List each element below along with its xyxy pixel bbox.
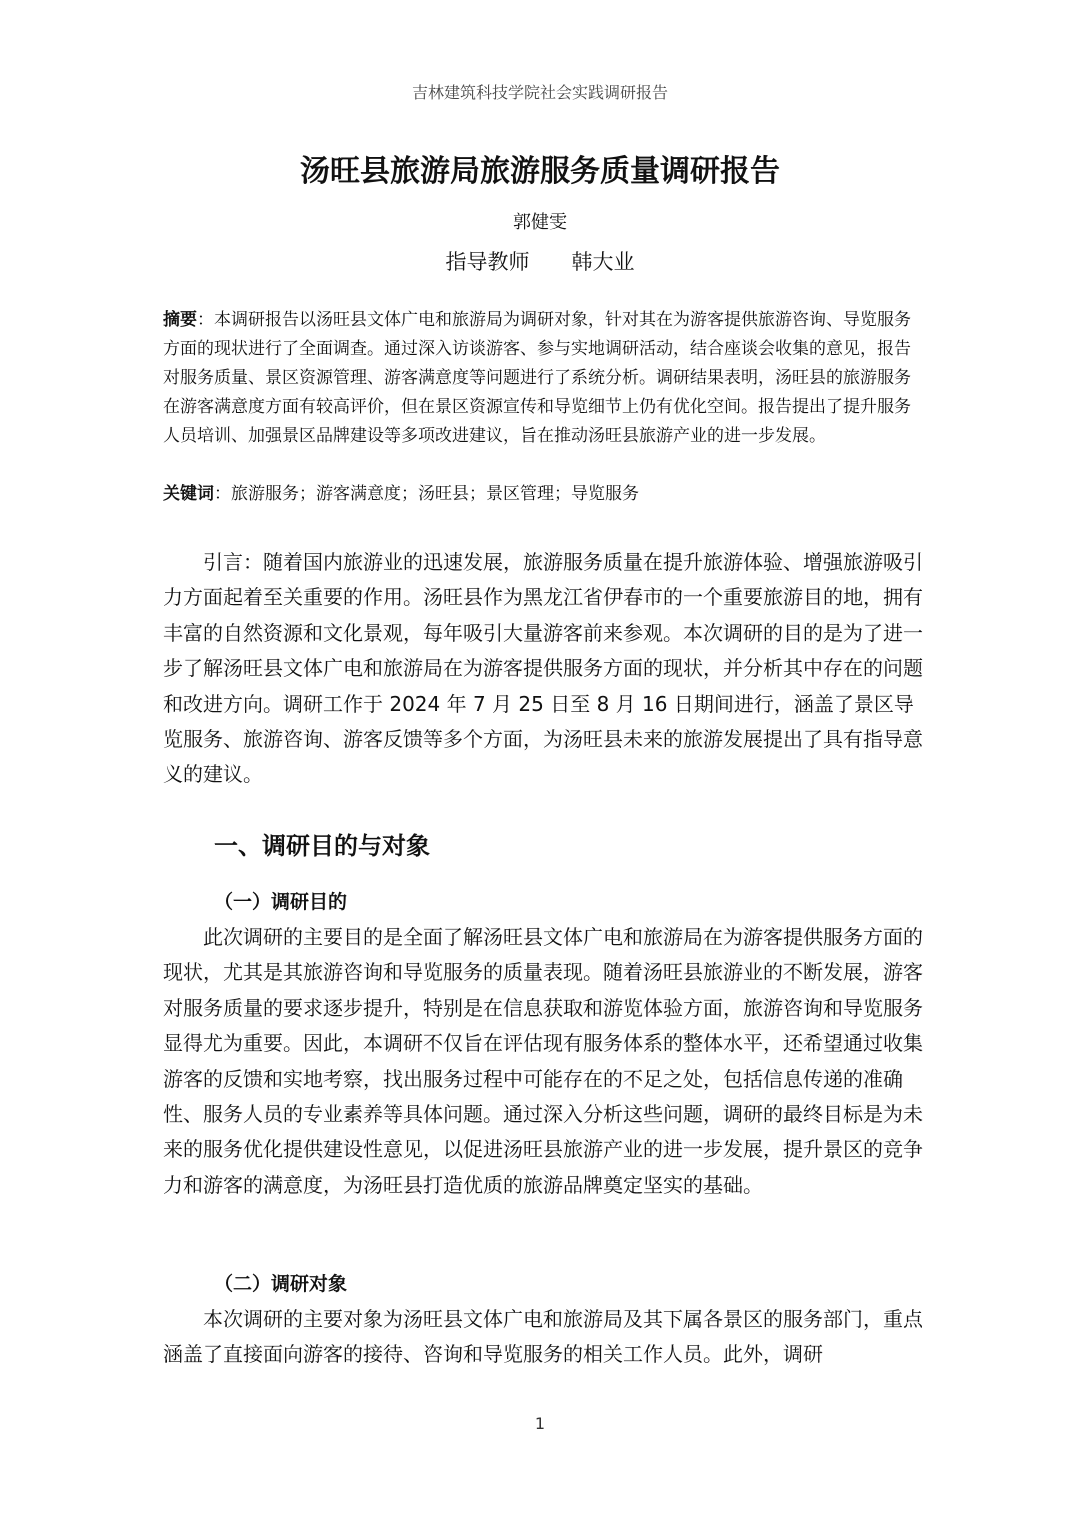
abstract-text: ：本调研报告以汤旺县文体广电和旅游局为调研对象，针对其在为游客提供旅游咨询、导览服务方面的现状进行了全面调查。通过深入访谈游客、参与实地调研活动，结合座谈会收集的意见，报告对服务质量、景区资源管理、游客满意度等问题进行了系统分析。调研结果表明，汤旺县的旅游服务在游客满意度方面有较高评价，但在景区资源宣传和导览细节上仍有优化空间。报告提出了提升服务人员培训、加强景区品牌建设等多项改进建议，旨在推动汤旺县旅游产业的进一步发展。 [163, 310, 911, 446]
advisor-name: 韩大业 [571, 250, 635, 274]
keywords [163, 480, 923, 509]
section-heading-1: 一、调研目的与对象 [214, 832, 430, 860]
abstract [163, 306, 923, 451]
running-header: 吉林建筑科技学院社会实践调研报告 [411, 83, 668, 102]
subsection-heading-objects: （二）调研对象 [214, 1273, 348, 1295]
advisor-label: 指导教师 [445, 250, 530, 274]
advisor-line [0, 246, 1080, 276]
abstract-label: 摘要 [163, 310, 197, 330]
page-number: 1 [534, 1414, 546, 1433]
author-name: 郭健雯 [513, 212, 567, 233]
keywords-label: 关键词 [163, 484, 214, 504]
subsection-heading-purpose: （一）调研目的 [214, 891, 348, 913]
objects-paragraph: 本次调研的主要对象为汤旺县文体广电和旅游局及其下属各景区的服务部门，重点涵盖了直接面向游客的接待、咨询和导览服务的相关工作人员。此外，调研 [163, 1307, 923, 1367]
keywords-text: ：旅游服务；游客满意度；汤旺县；景区管理；导览服务 [214, 484, 639, 504]
report-title: 汤旺县旅游局旅游服务质量调研报告 [300, 154, 780, 189]
purpose-paragraph: 此次调研的主要目的是全面了解汤旺县文体广电和旅游局在为游客提供服务方面的现状，尤其是其旅游咨询和导览服务的质量表现。随着汤旺县旅游业的不断发展，游客对服务质量的要求逐步提升，特别是在信息获取和游览体验方面，旅游咨询和导览服务显得尤为重要。因此，本调研不仅旨在评估现有服务体系的整体水平，还希望通过收集游客的反馈和实地考察，找出服务过程中可能存在的不足之处，包括信息传递的准确性、服务人员的专业素养等具体问题。通过深入分析这些问题，调研的最终目标是为未来的服务优化提供建设性意见，以促进汤旺县旅游产业的进一步发展，提升景区的竞争力和游客的满意度，为汤旺县打造优质的旅游品牌奠定坚实的基础。 [163, 925, 923, 1197]
intro-paragraph: 引言：随着国内旅游业的迅速发展，旅游服务质量在提升旅游体验、增强旅游吸引力方面起着至关重要的作用。汤旺县作为黑龙江省伊春市的一个重要旅游目的地，拥有丰富的自然资源和文化景观，每年吸引大量游客前来参观。本次调研的目的是为了进一步了解汤旺县文体广电和旅游局在为游客提供服务方面的现状，并分析其中存在的问题和改进方向。调研工作于 2024 年 7 月 25 日至 8 月 16 日期间进行，涵盖了景区导览服务、旅游咨询、游客反馈等多个方面，为汤旺县未来的旅游发展提出了具有指导意义的建议。 [163, 550, 923, 787]
